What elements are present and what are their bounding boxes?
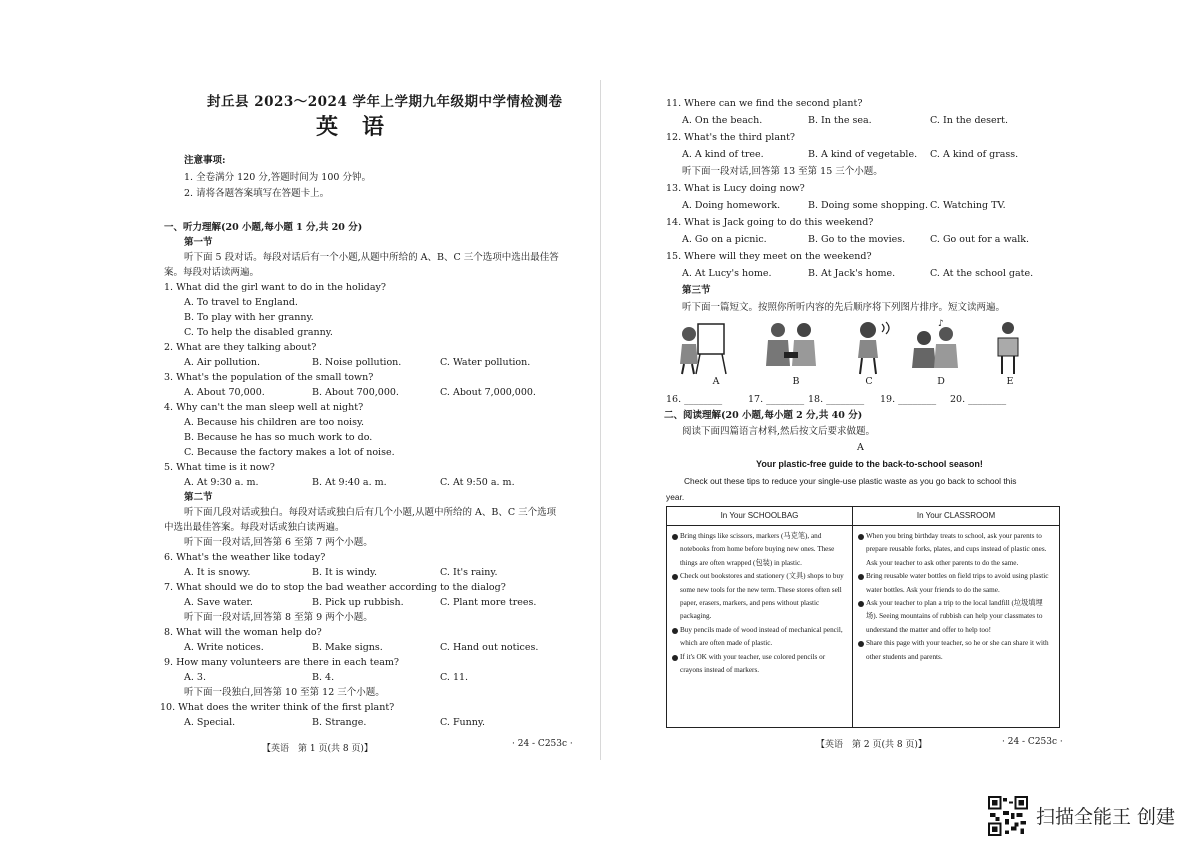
tip-item: When you bring birthday treats to school, ask your parents to prepare reusable forks, plates, and cups instead of plastic ones. Ask your teacher to ask other parents to do the same.	[858, 530, 1054, 570]
tips-table	[666, 506, 1060, 728]
question-1: 1. What did the girl want to do in the holiday?	[164, 282, 386, 293]
bullet-icon	[672, 655, 678, 661]
figure-c-boy	[844, 318, 898, 376]
bullet-icon	[858, 641, 864, 647]
figure-d-music	[908, 318, 962, 376]
option: C. Funny.	[440, 717, 486, 728]
figure-label: E	[1006, 376, 1014, 387]
option: B. Strange.	[312, 717, 367, 728]
answer-blank[interactable]: 16. ________	[666, 394, 723, 405]
instruction-line: 听下面几段对话或独白。每段对话或独白后有几个小题,从题中所给的 A、B、C 三个选项	[184, 507, 557, 518]
answer-blank[interactable]: 17. ________	[748, 394, 805, 405]
section-reading-heading: 二、阅读理解(20 小题,每小题 2 分,共 40 分)	[664, 410, 863, 421]
figure-a-painting	[676, 318, 730, 376]
option: A. Because his children are too noisy.	[184, 417, 365, 428]
question-6: 6. What's the weather like today?	[164, 552, 326, 563]
notice-title: 注意事项:	[184, 155, 226, 166]
option: B. In the sea.	[808, 115, 872, 126]
option: C. A kind of grass.	[930, 149, 1019, 160]
answer-blank[interactable]: 19. ________	[880, 394, 937, 405]
option: B. Because he has so much work to do.	[184, 432, 373, 443]
option: C. Because the factory makes a lot of noise.	[184, 447, 395, 458]
instruction-line: 听下面一篇短文。按照你所听内容的先后顺序将下列图片排序。短文读两遍。	[682, 302, 1006, 313]
option: A. Special.	[184, 717, 236, 728]
schoolbag-column	[667, 507, 853, 727]
exam-title: 封丘县 2023～2024 学年上学期九年级期中学情检测卷	[207, 94, 563, 110]
passage-title: Your plastic-free guide to the back-to-school season!	[756, 459, 983, 469]
instruction-line: 案。每段对话读两遍。	[164, 267, 260, 278]
bullet-icon	[858, 601, 864, 607]
option: B. 4.	[312, 672, 335, 683]
option: A. Write notices.	[184, 642, 264, 653]
option: A. To travel to England.	[184, 297, 298, 308]
instruction-line: 听下面一段对话,回答第 13 至第 15 三个小题。	[682, 166, 883, 177]
question-15: 15. Where will they meet on the weekend?	[666, 251, 872, 262]
column-header: In Your SCHOOLBAG	[667, 507, 852, 526]
figure-e-reading	[984, 318, 1038, 376]
option: B. About 700,000.	[312, 387, 399, 398]
option: C. It's rainy.	[440, 567, 498, 578]
instruction-line: 听下面一段对话,回答第 6 至第 7 两个小题。	[184, 537, 373, 548]
option: A. About 70,000.	[184, 387, 265, 398]
option: C. Plant more trees.	[440, 597, 537, 608]
option: C. Go out for a walk.	[930, 234, 1030, 245]
tip-item: Check out bookstores and stationery (文具) shops to buy some new tools for the new term. These stores often sell paper, erasers, markers, and pens without plastic packaging.	[672, 570, 847, 624]
passage-letter: A	[857, 442, 864, 453]
figure-label: B	[792, 376, 800, 387]
tip-item: Bring reusable water bottles on field trips to avoid using plastic water bottles. Ask your friends to do the same.	[858, 570, 1054, 597]
passage-intro: year.	[666, 492, 685, 502]
option: C. Watching TV.	[930, 200, 1006, 211]
question-8: 8. What will the woman help do?	[164, 627, 322, 638]
bullet-icon	[858, 534, 864, 540]
figure-label: D	[937, 376, 945, 387]
option: B. To play with her granny.	[184, 312, 314, 323]
part-heading: 第一节	[184, 237, 213, 248]
notice-line: 2. 请将各题答案填写在答题卡上。	[184, 188, 330, 199]
option: B. At 9:40 a. m.	[312, 477, 387, 488]
answer-blank[interactable]: 18. ________	[808, 394, 865, 405]
option: A. 3.	[184, 672, 206, 683]
bullet-icon	[672, 574, 678, 580]
option: A. It is snowy.	[184, 567, 251, 578]
question-10: 10. What does the writer think of the first plant?	[160, 702, 395, 713]
svg-text:♪: ♪	[938, 319, 944, 329]
question-5: 5. What time is it now?	[164, 462, 275, 473]
question-12: 12. What's the third plant?	[666, 132, 796, 143]
part-heading: 第二节	[184, 492, 213, 503]
bullet-icon	[672, 628, 678, 634]
option: B. Doing some shopping.	[808, 200, 928, 211]
figure-label: C	[865, 376, 873, 387]
question-9: 9. How many volunteers are there in each team?	[164, 657, 399, 668]
tip-item: Share this page with your teacher, so he or she can share it with other students and parents.	[858, 637, 1054, 664]
classroom-column	[853, 507, 1059, 727]
instruction-line: 听下面一段对话,回答第 8 至第 9 两个小题。	[184, 612, 373, 623]
qr-code-icon	[988, 796, 1028, 836]
option: B. Go to the movies.	[808, 234, 906, 245]
question-7: 7. What should we do to stop the bad weather according to the dialog?	[164, 582, 506, 593]
option: B. Noise pollution.	[312, 357, 402, 368]
option: B. At Jack's home.	[808, 268, 896, 279]
option: A. At Lucy's home.	[682, 268, 772, 279]
scanner-watermark: 扫描全能王 创建	[1036, 806, 1176, 828]
instruction-line: 听下面 5 段对话。每段对话后有一个小题,从题中所给的 A、B、C 三个选项中选出最佳答	[184, 252, 559, 263]
option: C. At the school gate.	[930, 268, 1034, 279]
option: C. About 7,000,000.	[440, 387, 536, 398]
tip-item: If it's OK with your teacher, use colored pencils or crayons instead of markers.	[672, 651, 847, 678]
page-code: · 24 - C253c ·	[512, 739, 573, 749]
option: C. At 9:50 a. m.	[440, 477, 515, 488]
instruction-line: 听下面一段独白,回答第 10 至第 12 三个小题。	[184, 687, 385, 698]
option: A. Go on a picnic.	[682, 234, 767, 245]
option: A. Air pollution.	[184, 357, 261, 368]
question-4: 4. Why can't the man sleep well at night?	[164, 402, 364, 413]
subject-title: 英语	[316, 114, 409, 140]
instruction-line: 阅读下面四篇语言材料,然后按文后要求做题。	[682, 426, 876, 437]
figure-label: A	[712, 376, 720, 387]
option: C. In the desert.	[930, 115, 1009, 126]
page-footer: 【英语 第 1 页(共 8 页)】	[262, 744, 373, 754]
column-header: In Your CLASSROOM	[853, 507, 1059, 526]
option: B. Make signs.	[312, 642, 383, 653]
option: B. It is windy.	[312, 567, 378, 578]
option: B. Pick up rubbish.	[312, 597, 404, 608]
bullet-icon	[672, 534, 678, 540]
option: B. A kind of vegetable.	[808, 149, 918, 160]
section-listening-heading: 一、听力理解(20 小题,每小题 1 分,共 20 分)	[164, 222, 363, 233]
option: A. At 9:30 a. m.	[184, 477, 259, 488]
notice-line: 1. 全卷满分 120 分,答题时间为 100 分钟。	[184, 172, 371, 183]
question-3: 3. What's the population of the small town?	[164, 372, 374, 383]
page-footer: 【英语 第 2 页(共 8 页)】	[816, 740, 927, 750]
tip-item: Ask your teacher to plan a trip to the local landfill (垃圾填埋场). Seeing mountains of rubbish can help your classmates to understand the matter and offer to help too!	[858, 597, 1054, 637]
question-14: 14. What is Jack going to do this weekend?	[666, 217, 874, 228]
option: A. Save water.	[184, 597, 253, 608]
question-13: 13. What is Lucy doing now?	[666, 183, 805, 194]
answer-blank[interactable]: 20. ________	[950, 394, 1007, 405]
part-heading: 第三节	[682, 285, 711, 296]
option: C. Hand out notices.	[440, 642, 539, 653]
tip-item: Bring things like scissors, markers (马克笔), and notebooks from home before buying new ones. These things are often wrapped (包装) in plastic.	[672, 530, 847, 570]
page-code: · 24 - C253c ·	[1002, 737, 1063, 747]
option: A. On the beach.	[682, 115, 763, 126]
option: C. 11.	[440, 672, 469, 683]
option: A. Doing homework.	[682, 200, 781, 211]
question-2: 2. What are they talking about?	[164, 342, 317, 353]
option: C. Water pollution.	[440, 357, 531, 368]
bullet-icon	[858, 574, 864, 580]
passage-intro: Check out these tips to reduce your single-use plastic waste as you go back to school this	[684, 476, 1017, 486]
option: C. To help the disabled granny.	[184, 327, 333, 338]
question-11: 11. Where can we find the second plant?	[666, 98, 863, 109]
tip-item: Buy pencils made of wood instead of mechanical pencil, which are often made of plastic.	[672, 624, 847, 651]
option: A. A kind of tree.	[682, 149, 764, 160]
instruction-line: 中选出最佳答案。每段对话或独白读两遍。	[164, 522, 345, 533]
figure-b-talking	[764, 318, 818, 376]
